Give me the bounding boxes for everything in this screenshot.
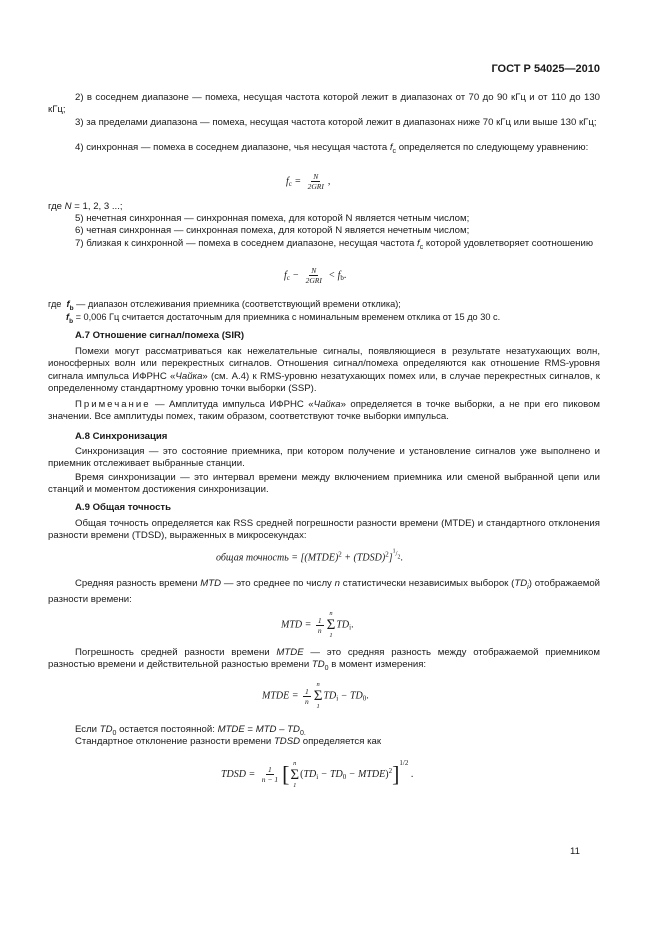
list-item-5: 5) нечетная синхронная — синхронная помеха, для которой N является четным числом; bbox=[75, 213, 470, 224]
formula-total-accuracy: общая точность = [(MTDE)$^2$ + (TDSD)$^2$]$^{^1/_2}$. bbox=[216, 549, 403, 564]
formula-fc: $f_c$ = $\frac{N}{\text{2GRI}}$ , bbox=[286, 172, 331, 191]
section-a7-text: Помехи могут рассматриваться как нежелательные сигналы, появляющиеся в результате незатухающих волн, ионосферных волн или перекрестных сигналов. Отношения сигнал/помеха определяются как отношение RMS-уровня сигнала импульса ИФРНС «Чайка» (см. А.4) к RMS-уровню незатухающих помех или, в случае перекрестных сигналов, к определенному стандартному уровню точки выборки (SSP). bbox=[48, 346, 601, 395]
formula-tdsd: TDSD = $\frac{1}{n - 1}$ [ n Σ 1 ($TD_i - TD_0$ − MTDE)$^2$]$^{1/2}$ . bbox=[221, 759, 414, 789]
section-a9-text-2: Средняя разность времени MTD — это среднее по числу n статистически независимых выборок $(TD_i)$ отображаемой разности времени: bbox=[48, 578, 601, 606]
section-a9-text-3: Погрешность средней разности времени MTDE — это средняя разность между отображаемой приемником разностью времени и действительной разностью времени $TD_0$ в момент измерения: bbox=[48, 647, 600, 673]
where-fb-1: где $f_b$ — диапазон отслеживания приемника (соответствующий времени отклика); bbox=[48, 299, 401, 312]
list-item-6: 6) четная синхронная — синхронная помеха, для которой N является нечетным числом; bbox=[75, 225, 470, 236]
list-item-4: 4) синхронная — помеха в соседнем диапазоне, чья несущая частота $f_c$ определяется по следующему уравнению: bbox=[75, 142, 589, 155]
list-item-7: 7) близкая к синхронной — помеха в соседнем диапазоне, несущая частота $f_c$ которой удовлетворяет соотношению bbox=[75, 238, 594, 251]
list-item-2: 2) в соседнем диапазоне — помеха, несущая частота которой лежит в диапазонах от 70 до 90 кГц и от 110 до 130 кГц; bbox=[48, 92, 600, 116]
formula-mtd: MTD = $\frac{1}{n}$ n Σ 1 $TD_i$. bbox=[281, 610, 354, 639]
section-a7-title: А.7 Отношение сигнал/помеха (SIR) bbox=[75, 330, 245, 341]
where-n: где N = 1, 2, 3 ...; bbox=[48, 201, 123, 212]
where-fb-2: $f_b = 0,006$ Гц считается достаточным для приемника с номинальным временем отклика от 15 до 30 с. bbox=[66, 312, 501, 325]
section-a8-title: А.8 Синхронизация bbox=[75, 431, 168, 442]
formula-mtde: MTDE = $\frac{1}{n}$ n Σ 1 $TD_i - TD_0$. bbox=[262, 681, 369, 710]
section-a7-note: Примечание — Амплитуда импульса ИФРНС «Чайка» определяется в точке выборки, а не при его пиковом значении. Все амплитуды помех, таким образом, соответствуют точке выборки импульса. bbox=[48, 399, 600, 423]
section-a9-text-4: Если $TD_0$ остается постоянной: MTDE = MTD – $TD_{0.}$ bbox=[75, 724, 306, 737]
page-number: 11 bbox=[570, 846, 580, 857]
section-a9-title: А.9 Общая точность bbox=[75, 502, 172, 513]
section-a8-text-2: Время синхронизации — это интервал времени между включением приемника или сменой выбранной цепи или станций и моментом достижения синхронизации. bbox=[48, 472, 600, 496]
list-item-3: 3) за пределами диапазона — помеха, несущая частота которой лежит в диапазонах ниже 70 кГц или выше 130 кГц; bbox=[75, 117, 597, 128]
section-a8-text-1: Синхронизация — это состояние приемника, при котором получение и установление сигналов уже выполнено и приемник отслеживает выбранные станции. bbox=[48, 446, 600, 470]
formula-near-sync: $f_c$ − $\frac{N}{\text{2GRI}}$ < $f_b$. bbox=[284, 266, 347, 285]
document-id: ГОСТ Р 54025—2010 bbox=[491, 63, 600, 75]
section-a9-text-1: Общая точность определяется как RSS средней погрешности разности времени (MTDE) и стандартного отклонения разности времени (TDSD), выраженных в микросекундах: bbox=[48, 518, 600, 542]
section-a9-text-5: Стандартное отклонение разности времени TDSD определяется как bbox=[75, 736, 382, 747]
